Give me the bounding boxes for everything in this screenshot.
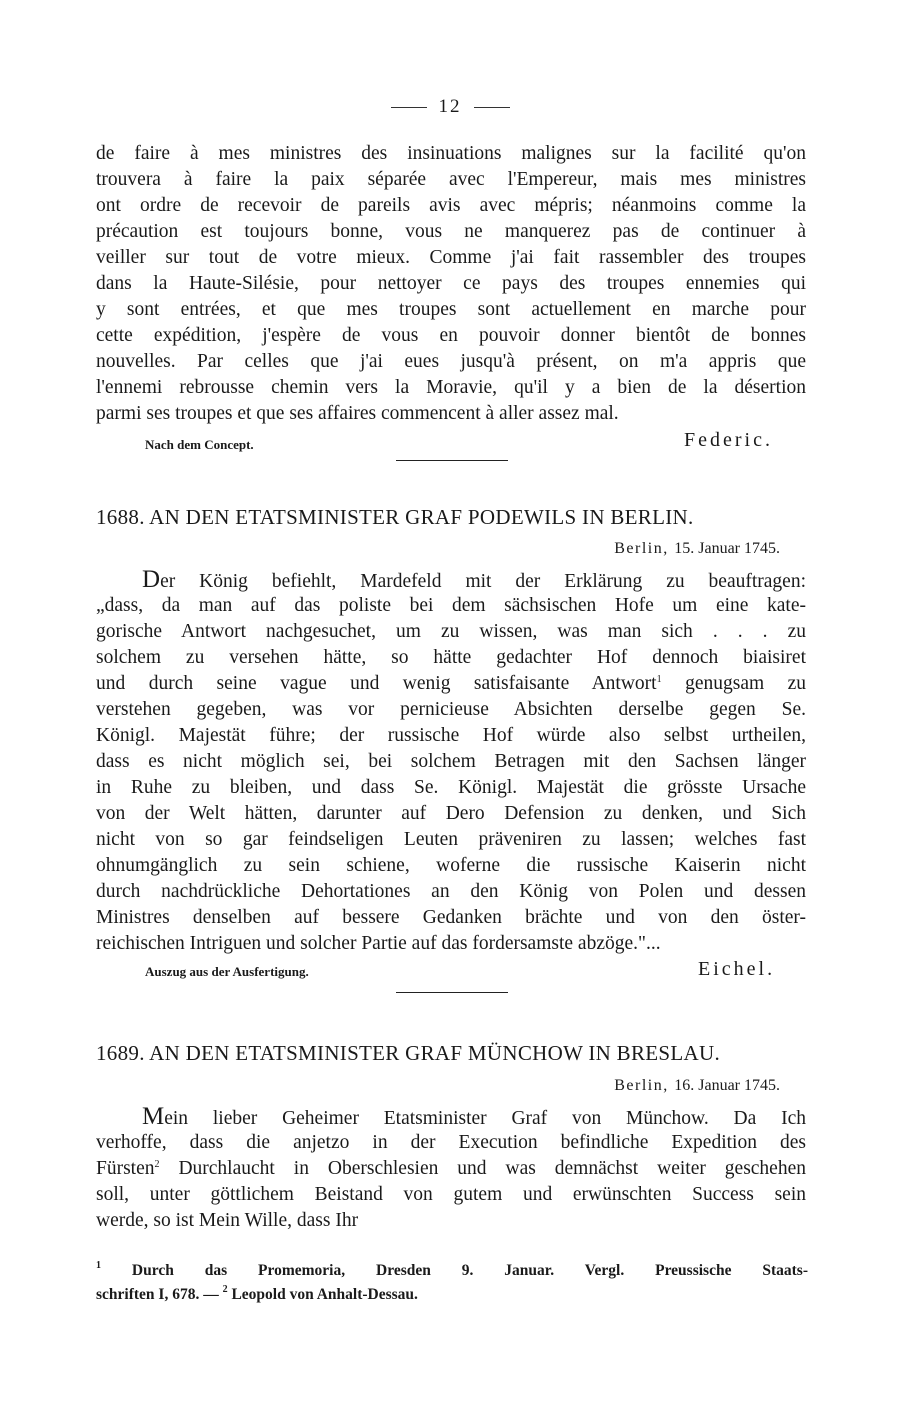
footnote-text: schriften I, 678. — bbox=[96, 1286, 219, 1303]
text-line: Königl. Majestät führe; der russische Hof würde also selbst urtheilen, bbox=[96, 725, 806, 746]
text-line: von der Welt hätten, darunter auf Dero Defension zu denken, und Sich bbox=[96, 803, 806, 824]
text-line: durch nachdrückliche Dehortationes an den König von Polen und dessen bbox=[96, 881, 806, 902]
text-line-first bbox=[96, 1104, 806, 1130]
text-line: parmi ses troupes et que ses affaires commencent à aller assez mal. bbox=[96, 403, 619, 424]
header-rule-right bbox=[474, 107, 510, 108]
text-line: ont ordre de recevoir de pareils avis avec mépris; néanmoins comme la bbox=[96, 195, 806, 216]
text-line: gorische Antwort nachgesuchet, um zu wissen, was man sich . . . zu bbox=[96, 621, 806, 642]
header-rule-left bbox=[391, 107, 427, 108]
previous-letter-text bbox=[96, 141, 806, 427]
text-line: dans la Haute-Silésie, pour nettoyer ce pays des troupes ennemies qui bbox=[96, 273, 806, 294]
footnote-line bbox=[96, 1283, 808, 1307]
text-line-tail: genugsam zu bbox=[685, 673, 807, 694]
initial-letter: M bbox=[142, 1103, 165, 1130]
section-separator bbox=[396, 460, 508, 461]
text-line-content: und durch seine vague und wenig satisfaisante Antwort bbox=[96, 673, 657, 694]
signature: Eichel. bbox=[698, 958, 776, 980]
source-note: Auszug aus der Ausfertigung. bbox=[145, 964, 309, 979]
page-number: 12 bbox=[438, 96, 462, 117]
letter-1689-text bbox=[96, 1104, 806, 1234]
section-separator bbox=[396, 992, 508, 993]
text-line: Ministres denselben auf bessere Gedanken brächte und von den öster- bbox=[96, 907, 806, 928]
text-line: y sont entrées, et que mes troupes sont actuellement en marche pour bbox=[96, 299, 806, 320]
text-line: soll, unter göttlichem Beistand von gutem und erwünschten Success sein bbox=[96, 1184, 806, 1205]
date-place: Berlin, bbox=[614, 1077, 669, 1094]
date-day: 15. Januar 1745. bbox=[674, 540, 780, 557]
text-line-content: ein lieber Geheimer Etatsminister Graf von Münchow. Da Ich bbox=[164, 1108, 806, 1129]
text-line: dass es nicht möglich sei, bei solchem Betragen mit den Sachsen länger bbox=[96, 751, 806, 772]
text-line: reichischen Intriguen und solcher Partie auf das fordersamste abzöge."... bbox=[96, 933, 661, 954]
date-day: 16. Januar 1745. bbox=[674, 1077, 780, 1094]
text-line: verhoffe, dass die anjetzo in der Execution befindliche Expedition des bbox=[96, 1132, 806, 1153]
text-line-content: er König befiehlt, Mardefeld mit der Erklärung zu beauftragen: bbox=[160, 571, 806, 592]
text-line: trouvera à faire la paix séparée avec l'Empereur, mais mes ministres bbox=[96, 169, 806, 190]
footnote-text: Durch das Promemoria, Dresden 9. Januar. Vergl. Preussische Staats- bbox=[131, 1262, 808, 1279]
text-line: cette expédition, j'espère de vous en pouvoir donner bientôt de bonnes bbox=[96, 325, 806, 346]
footnote-marker: 1 bbox=[656, 674, 662, 685]
text-line: verstehen gegeben, was vor pernicieuse Absichten derselbe gegen Se. bbox=[96, 699, 806, 720]
text-line: précaution est toujours bonne, vous ne manquerez pas de continuer à bbox=[96, 221, 806, 242]
text-line-first bbox=[96, 567, 806, 593]
text-line: nouvelles. Par celles que j'ai eues jusqu'à présent, on m'a appris que bbox=[96, 351, 806, 372]
letter-1688-text bbox=[96, 567, 806, 957]
text-line: nicht von so gar feindseligen Leuten präveniren zu lassen; welches fast bbox=[96, 829, 806, 850]
text-line: werde, so ist Mein Wille, dass Ihr bbox=[96, 1210, 359, 1231]
letter-heading: 1689. AN DEN ETATSMINISTER GRAF MÜNCHOW IN BRESLAU. bbox=[96, 1041, 721, 1065]
text-line: solchem zu versehen hätte, so hätte gedachter Hof dennoch biaisiret bbox=[96, 647, 806, 668]
text-line-with-footnote bbox=[96, 1156, 806, 1182]
text-line-tail: Durchlaucht in Oberschlesien und was demnächst weiter geschehen bbox=[178, 1158, 806, 1179]
text-line: de faire à mes ministres des insinuations malignes sur la facilité qu'on bbox=[96, 143, 806, 164]
initial-letter: D bbox=[142, 566, 161, 593]
footnote-marker: 2 bbox=[222, 1284, 228, 1295]
text-line: „dass, da man auf das poliste bei dem sächsischen Hofe um eine kate- bbox=[96, 595, 806, 616]
text-line-with-footnote bbox=[96, 671, 806, 697]
letter-date bbox=[614, 540, 780, 558]
footnote-marker: 2 bbox=[154, 1159, 160, 1170]
text-line: ohnumgänglich zu sein schiene, woferne die russische Kaiserin nicht bbox=[96, 855, 806, 876]
text-line: in Ruhe zu bleiben, und dass Se. Königl. Majestät die grösste Ursache bbox=[96, 777, 806, 798]
footnote-text: Leopold von Anhalt-Dessau. bbox=[231, 1286, 418, 1303]
page-number-header bbox=[0, 96, 900, 118]
source-note: Nach dem Concept. bbox=[145, 437, 254, 452]
letter-date bbox=[614, 1077, 780, 1095]
text-line: veiller sur tout de votre mieux. Comme j'ai fait rassembler des troupes bbox=[96, 247, 806, 268]
date-place: Berlin, bbox=[614, 540, 669, 557]
text-line: l'ennemi rebrousse chemin vers la Moravie, qu'il y a bien de la désertion bbox=[96, 377, 806, 398]
signature: Federic. bbox=[684, 429, 773, 451]
footnotes bbox=[96, 1259, 808, 1307]
footnote-line bbox=[96, 1259, 808, 1283]
text-line-content: Fürsten bbox=[96, 1158, 155, 1179]
letter-heading: 1688. AN DEN ETATSMINISTER GRAF PODEWILS IN BERLIN. bbox=[96, 505, 694, 529]
footnote-marker: 1 bbox=[96, 1260, 101, 1271]
